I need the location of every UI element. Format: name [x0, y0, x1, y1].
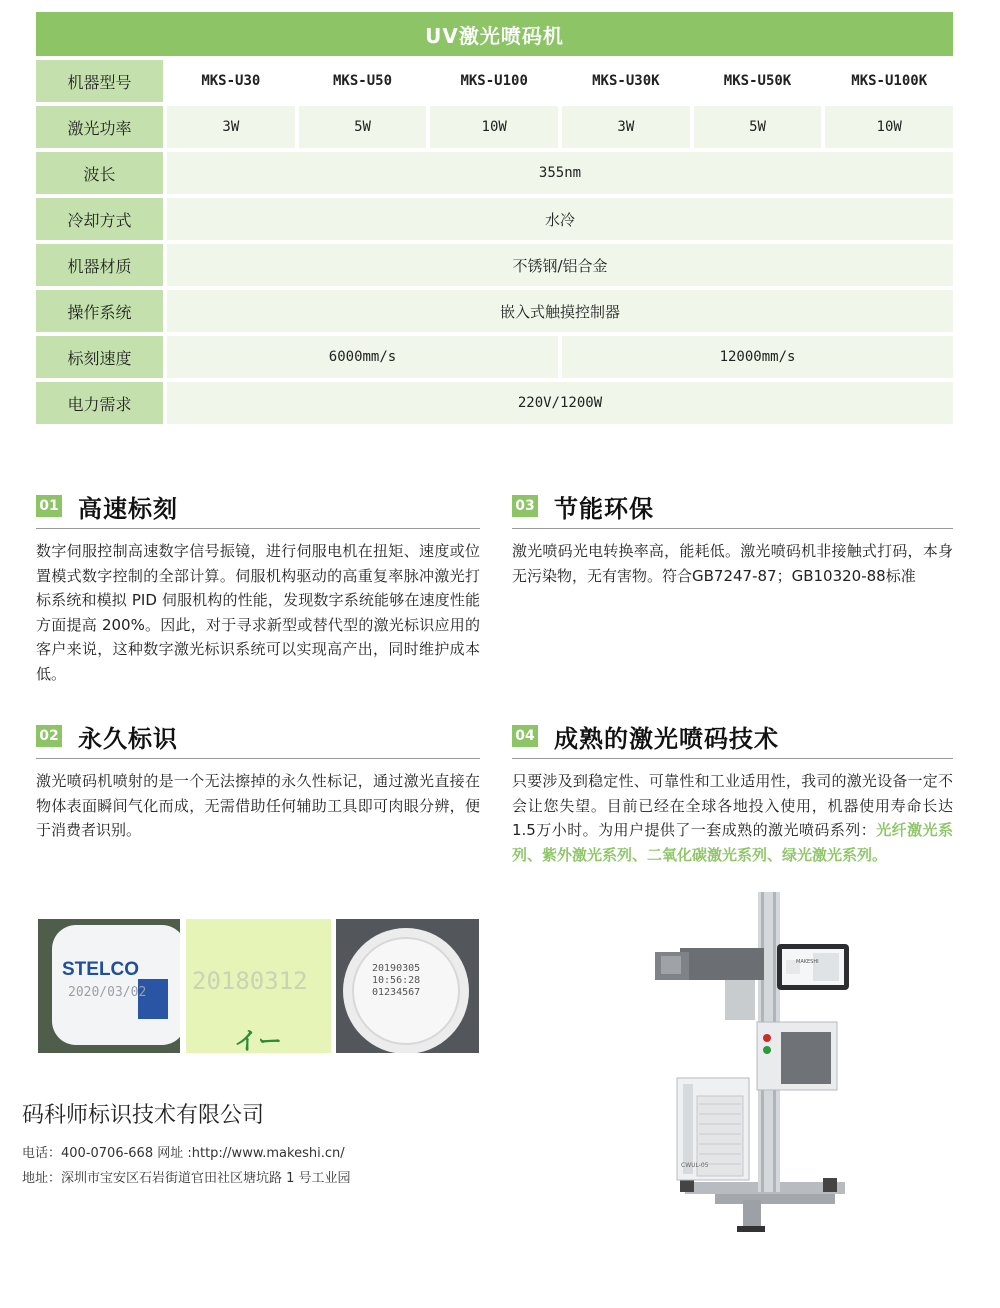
cap-code-line: 01234567: [372, 987, 421, 998]
spec-row-cooling: [36, 198, 953, 240]
spec-cell: MKS-U30K: [562, 60, 690, 102]
company-name: 码科师标识技术有限公司: [22, 1103, 265, 1128]
spec-cell: 3W: [167, 106, 295, 148]
spec-row-label: 标刻速度: [36, 336, 163, 378]
section-body: 激光喷码机喷射的是一个无法擦掉的永久性标记，通过激光直接在物体表面瞬间气化而成，无需借助任何辅助工具即可肉眼分辨，便于消费者识别。: [36, 772, 480, 839]
spec-cell: 12000mm/s: [562, 336, 953, 378]
contact-address: 地址：深圳市宝安区石岩街道官田社区塘坑路 1 号工业园: [22, 1171, 351, 1186]
series-highlight: 光纤激光系列、紫外激光系列、二氧化碳激光系列、绿光激光系列。: [512, 821, 953, 864]
section-body-text: 只要涉及到稳定性、可靠性和工业适用性，我司的激光设备一定不会让您失望。目前已经在全球各地投入使用，机器使用寿命长达1.5万小时。为用户提供了一套成熟的激光喷码系列：: [512, 772, 953, 839]
spec-cell: MKS-U50: [299, 60, 427, 102]
spec-cell: MKS-U100: [430, 60, 558, 102]
sample-photo-cap: [336, 919, 479, 1053]
sample-photo-green-surface: [186, 919, 331, 1053]
spec-row-label: 冷却方式: [36, 198, 163, 240]
screen-logo-text: MAKESHI: [796, 959, 819, 965]
section-energy-saving: [512, 488, 953, 588]
printed-date: 2020/03/02: [68, 985, 147, 1000]
spec-row-speed: [36, 336, 953, 378]
spec-cell: MKS-U50K: [694, 60, 822, 102]
section-mature-technology: [512, 718, 953, 867]
section-body: 激光喷码光电转换率高，能耗低。激光喷码机非接触式打码，本身无污染物，无有害物。符合GB7247-87；GB10320-88标准: [512, 542, 953, 585]
spec-cell: 220V/1200W: [167, 382, 953, 424]
section-title: 永久标识: [78, 724, 178, 753]
green-mark: イー: [234, 1027, 282, 1053]
spec-row-os: [36, 290, 953, 332]
spec-cell: 6000mm/s: [167, 336, 558, 378]
section-body: 数字伺服控制高速数字信号振镜，进行伺服电机在扭矩、速度或位置模式数字控制的全部计算。伺服机构驱动的高重复率脉冲激光打标系统和模拟 PID 伺服机构的性能，发现数字系统能够在速度性能方面提高 200%。因此，对于寻求新型或替代型的激光标识应用的客户来说，这种数字激光标识系统可以实现高产出，同时维护成本低。: [36, 542, 480, 683]
spec-row-label: 操作系统: [36, 290, 163, 332]
stelco-logo: STELCO: [62, 959, 140, 980]
spec-table-title: UV激光喷码机: [36, 12, 953, 56]
spec-row-label: 机器型号: [36, 60, 163, 102]
printed-code: 20180312: [192, 967, 308, 995]
section-title: 成熟的激光喷码技术: [554, 724, 779, 753]
spec-cell: 嵌入式触摸控制器: [167, 290, 953, 332]
spec-cell: 10W: [430, 106, 558, 148]
spec-row-model: [36, 60, 953, 102]
spec-row-label: 激光功率: [36, 106, 163, 148]
spec-row-label: 机器材质: [36, 244, 163, 286]
section-high-speed: [36, 488, 480, 686]
cap-code-line: 20190305: [372, 963, 421, 974]
spec-cell: 355nm: [167, 152, 953, 194]
spec-row-material: [36, 244, 953, 286]
spec-row-power: [36, 106, 953, 148]
spec-cell: 不锈钢/铝合金: [167, 244, 953, 286]
spec-cell: 5W: [694, 106, 822, 148]
spec-row-label: 波长: [36, 152, 163, 194]
chiller-label: CWUL-05: [681, 1162, 709, 1169]
laser-coder-machine-image: [655, 882, 860, 1242]
section-number: 01: [36, 495, 62, 517]
spec-table: [36, 12, 953, 424]
section-number: 02: [36, 725, 62, 747]
section-number: 03: [512, 495, 538, 517]
sample-photo-bottle: [38, 919, 180, 1053]
spec-cell: MKS-U100K: [825, 60, 953, 102]
section-title: 节能环保: [554, 494, 654, 523]
section-title: 高速标刻: [78, 494, 178, 523]
spec-cell: 5W: [299, 106, 427, 148]
spec-cell: MKS-U30: [167, 60, 295, 102]
spec-cell: 水冷: [167, 198, 953, 240]
cap-code-line: 10:56:28: [372, 975, 421, 986]
spec-row-label: 电力需求: [36, 382, 163, 424]
spec-cell: 10W: [825, 106, 953, 148]
spec-cell: 3W: [562, 106, 690, 148]
cap-code: [372, 963, 420, 999]
spec-row-wavelength: [36, 152, 953, 194]
spec-row-power-supply: [36, 382, 953, 424]
section-body: [512, 769, 953, 867]
contact-phone-web: 电话：400-0706-668 网址 :http://www.makeshi.cn/: [22, 1146, 345, 1161]
section-permanent-marking: [36, 718, 480, 843]
section-number: 04: [512, 725, 538, 747]
